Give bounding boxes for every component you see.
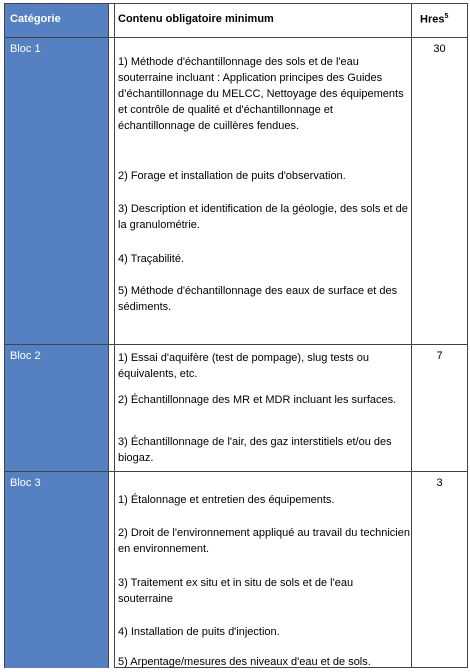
table-row-bloc-2 [5, 345, 467, 472]
list-item: 2) Échantillonnage des MR et MDR incluant les surfaces. [118, 394, 397, 406]
list-item: 3) Échantillonnage de l'air, des gaz interstitiels et/ou des biogaz. [118, 436, 392, 464]
footnote-marker: 5 [444, 13, 449, 20]
column-gutter [108, 345, 115, 471]
content-cell [115, 38, 411, 344]
list-item: 1) Méthode d'échantillonnage des sols et de l'eau souterraine incluant : Application principes des Guides d’échantillonnage du MELCC, Nettoyage des équipements et contrôle de qualité et d'échantillonnage et échantillonnage de cuillères fendues. [118, 56, 404, 132]
hours-cell: 3 [411, 472, 467, 668]
content-cell [115, 345, 411, 471]
table-row-bloc-3 [5, 472, 467, 668]
list-item: 1) Étalonnage et entretien des équipements. [118, 494, 335, 506]
content-cell [115, 472, 411, 668]
category-cell: Bloc 2 [5, 345, 108, 471]
list-item: 2) Forage et installation de puits d'observation. [118, 170, 346, 182]
list-item: 5) Arpentage/mesures des niveaux d'eau et de sols. [118, 656, 371, 668]
column-gutter [108, 4, 115, 37]
table-row-bloc-1 [5, 38, 467, 345]
header-hres-label: Hres [420, 13, 445, 26]
category-cell: Bloc 1 [5, 38, 108, 344]
header-contenu: Contenu obligatoire minimum [118, 13, 274, 25]
header-hres [411, 4, 467, 37]
category-cell: Bloc 3 [5, 472, 108, 668]
requirements-table [4, 3, 468, 668]
header-categorie: Catégorie [5, 4, 108, 37]
column-gutter [108, 472, 115, 668]
column-gutter [108, 38, 115, 344]
table-header [5, 4, 467, 38]
list-item: 4) Installation de puits d'injection. [118, 626, 280, 638]
hours-cell: 7 [411, 345, 467, 471]
list-item: 3) Description et identification de la géologie, des sols et de la granulométrie. [118, 203, 408, 231]
list-item: 3) Traitement ex situ et in situ de sols et de l'eau souterraine [118, 577, 354, 605]
list-item: 5) Méthode d'échantillonnage des eaux de surface et des sédiments. [118, 285, 398, 313]
list-item: 4) Traçabilité. [118, 253, 185, 265]
list-item: 1) Essai d'aquifère (test de pompage), slug tests ou équivalents, etc. [118, 352, 369, 380]
list-item: 2) Droit de l'environnement appliqué au travail du technicien en environnement. [118, 527, 410, 555]
hours-cell: 30 [411, 38, 467, 344]
